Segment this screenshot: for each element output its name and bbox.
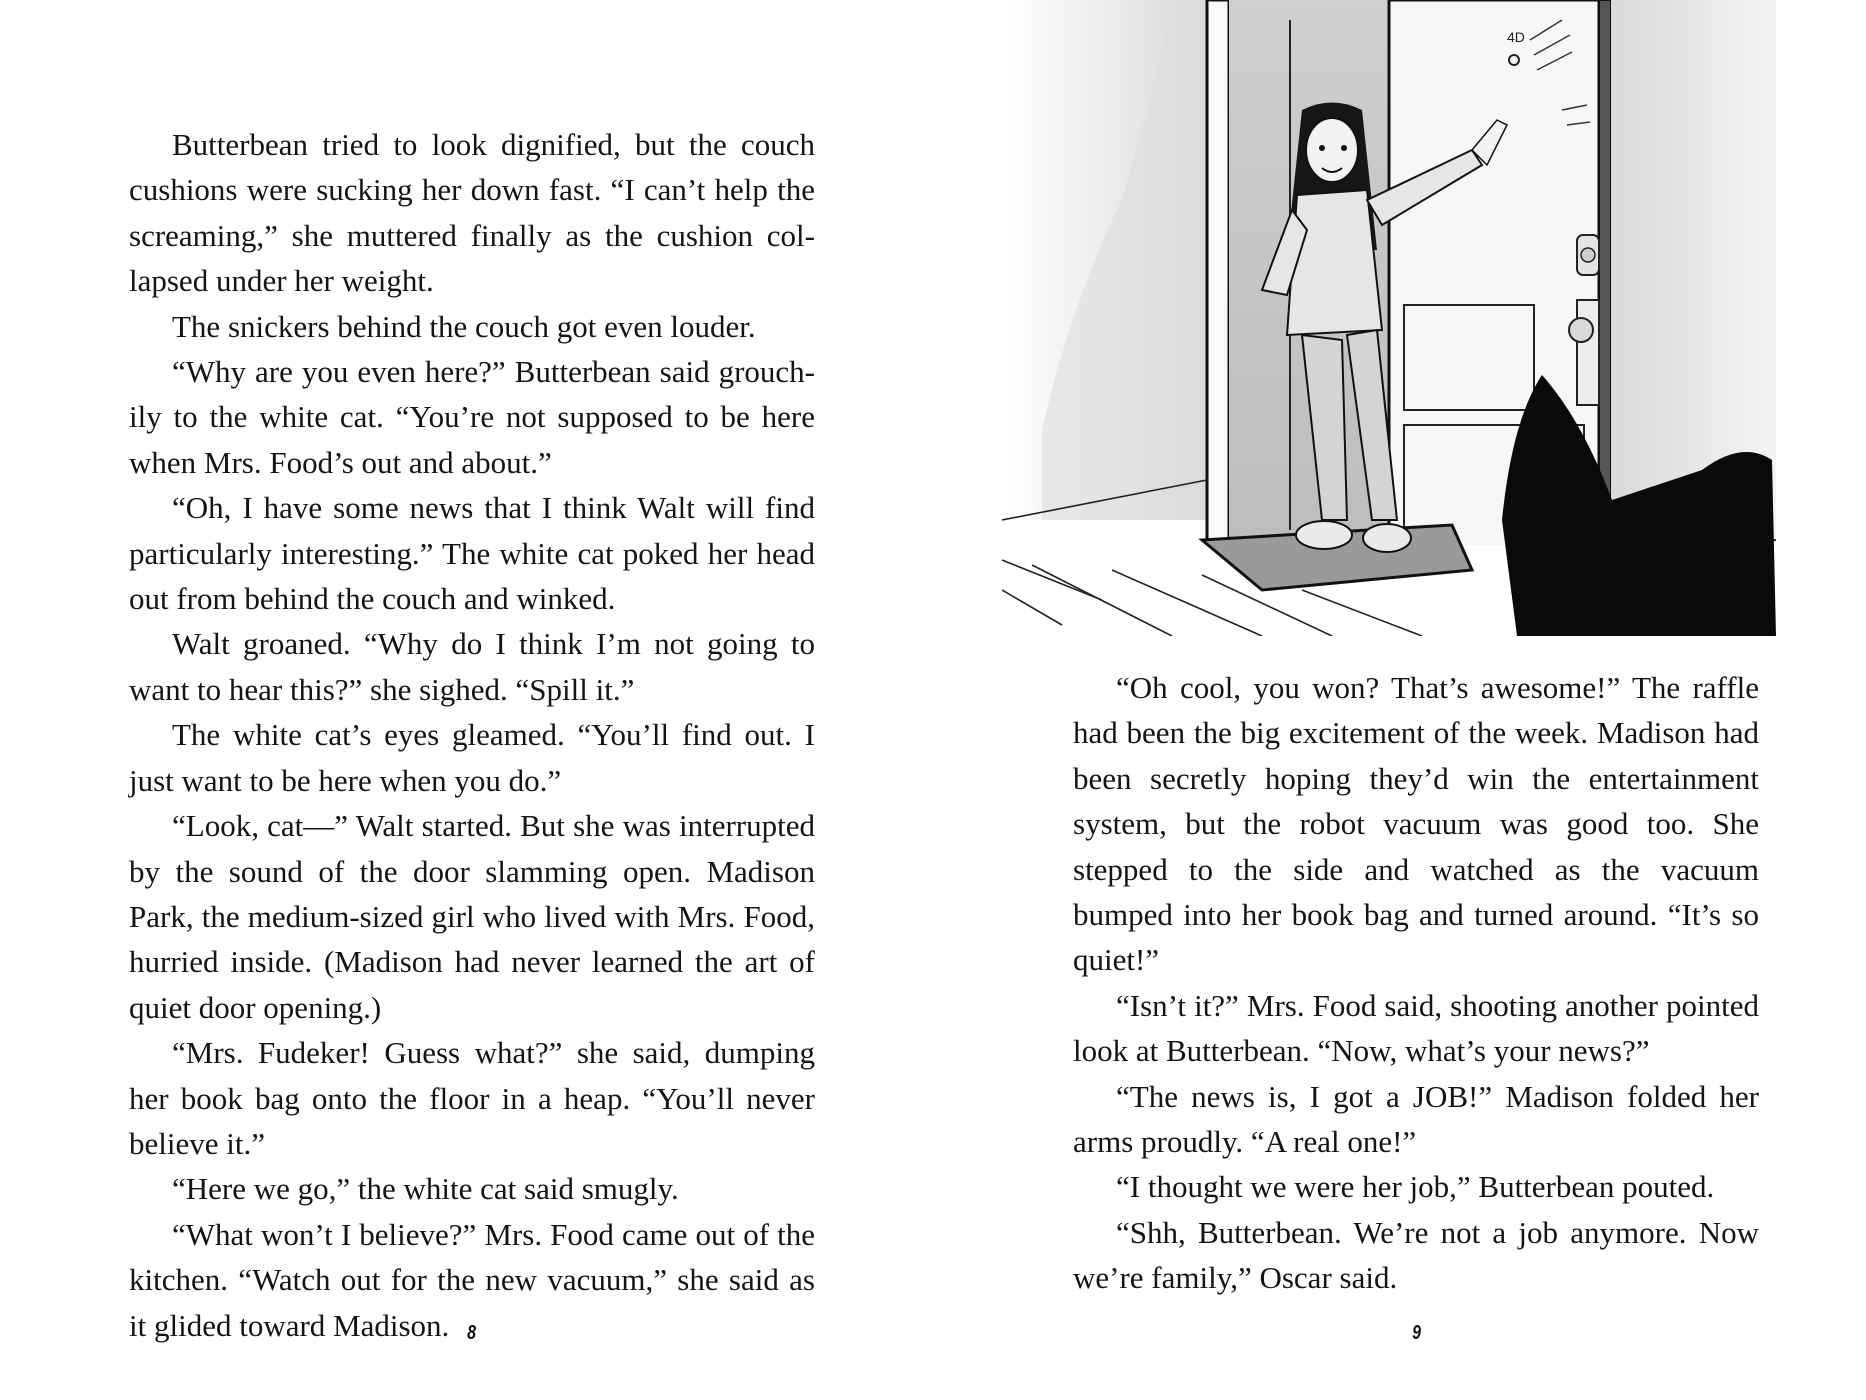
paragraph: “Oh, I have some news that I think Walt will find particularly interesting.” The white cat poked her head out from behind the couch and winked. (129, 490, 815, 617)
door-number-label: 4D (1507, 29, 1525, 45)
paragraph: Walt groaned. “Why do I think I’m not going to want to hear this?” she sighed. “Spill it.” (129, 626, 815, 707)
right-page (933, 0, 1866, 1400)
paragraph: “Look, cat—” Walt started. But she was interrupted by the sound of the door slamming open. Madison Park, the medium-sized girl who lived with Mrs. Food, hurried inside. (Madison had never learned the art of quiet door opening.) (129, 808, 815, 1025)
paragraph: “Shh, Butterbean. We’re not a job anymore. Now we’re family,” Oscar said. (1073, 1214, 1759, 1296)
paragraph: “What won’t I believe?” Mrs. Food came out of the kitchen. “Watch out for the new vacuum,” she said as it glided toward Madison. (129, 1216, 815, 1343)
left-page-body (129, 122, 815, 1348)
right-page-body (1073, 665, 1759, 1301)
paragraph: The white cat’s eyes gleamed. “You’ll find out. I just want to be here when you do.” (129, 717, 815, 798)
paragraph: The snickers behind the couch got even louder. (172, 308, 756, 344)
paragraph: “Oh cool, you won? That’s awesome!” The raffle had been the big excitement of the week. Madison had been secretly hoping they’d win the entertainment system, but the robot vacuum was good too. She stepped to the side and watched as the vacuum bumped into her book bag and turned around. “It’s so quiet!” (1073, 670, 1759, 978)
page-number-right: 9 (1412, 1322, 1422, 1344)
paragraph: “Why are you even here?” Butterbean said grouchily to the white cat. “You’re not supposed to be here when Mrs. Food’s out and about.” (129, 354, 815, 480)
illustration-girl-at-door (1002, 0, 1776, 636)
paragraph: “I thought we were her job,” Butterbean pouted. (1116, 1169, 1715, 1205)
page-number-left: 8 (467, 1322, 477, 1344)
paragraph: Butterbean tried to look dignified, but the couch cushions were sucking her down fast. “I can’t help the screaming,” she muttered finally as the cushion collapsed under her weight. (129, 127, 815, 299)
paragraph: “Mrs. Fudeker! Guess what?” she said, dumping her book bag onto the floor in a heap. “You’ll never believe it.” (129, 1035, 815, 1161)
paragraph: “Isn’t it?” Mrs. Food said, shooting another pointed look at Butterbean. “Now, what’s your news?” (1073, 987, 1759, 1069)
paragraph: “The news is, I got a JOB!” Madison folded her arms proudly. “A real one!” (1073, 1078, 1759, 1160)
paragraph: “Here we go,” the white cat said smugly. (172, 1171, 679, 1207)
